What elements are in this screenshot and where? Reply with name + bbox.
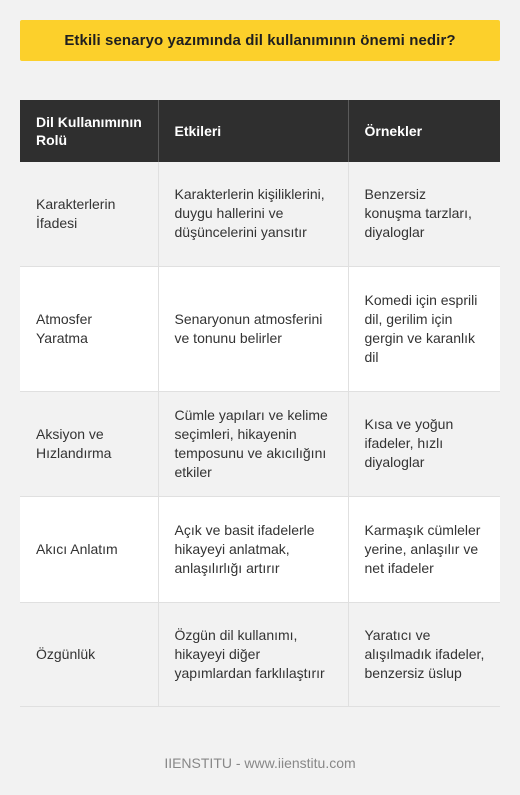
table-row [20, 266, 500, 391]
table-header-row [20, 100, 500, 162]
cell-examples: Komedi için esprili dil, gerilim için gergin ve karanlık dil [348, 266, 500, 391]
cell-role: Karakterlerin İfadesi [20, 162, 158, 266]
table-row [20, 162, 500, 266]
table-row [20, 496, 500, 602]
table-row [20, 391, 500, 496]
cell-role: Akıcı Anlatım [20, 496, 158, 602]
cell-effects: Açık ve basit ifadelerle hikayeyi anlatmak, anlaşılırlığı artırır [158, 496, 348, 602]
footer-credit: IIENSTITU - www.iienstitu.com [164, 755, 356, 771]
cell-examples: Kısa ve yoğun ifadeler, hızlı diyaloglar [348, 391, 500, 496]
cell-effects: Senaryonun atmosferini ve tonunu belirler [158, 266, 348, 391]
header-examples: Örnekler [348, 100, 500, 162]
page-title: Etkili senaryo yazımında dil kullanımının önemi nedir? [64, 32, 456, 49]
cell-examples: Yaratıcı ve alışılmadık ifadeler, benzersiz üslup [348, 602, 500, 706]
cell-examples: Karmaşık cümleler yerine, anlaşılır ve net ifadeler [348, 496, 500, 602]
title-banner [20, 20, 500, 61]
cell-examples: Benzersiz konuşma tarzları, diyaloglar [348, 162, 500, 266]
cell-effects: Karakterlerin kişiliklerini, duygu hallerini ve düşüncelerini yansıtır [158, 162, 348, 266]
cell-role: Aksiyon ve Hızlandırma [20, 391, 158, 496]
table-row [20, 602, 500, 706]
header-effects: Etkileri [158, 100, 348, 162]
cell-effects: Özgün dil kullanımı, hikayeyi diğer yapımlardan farklılaştırır [158, 602, 348, 706]
cell-effects: Cümle yapıları ve kelime seçimleri, hikayenin temposunu ve akıcılığını etkiler [158, 391, 348, 496]
comparison-table [20, 100, 500, 707]
header-role: Dil Kullanımının Rolü [20, 100, 158, 162]
cell-role: Özgünlük [20, 602, 158, 706]
cell-role: Atmosfer Yaratma [20, 266, 158, 391]
